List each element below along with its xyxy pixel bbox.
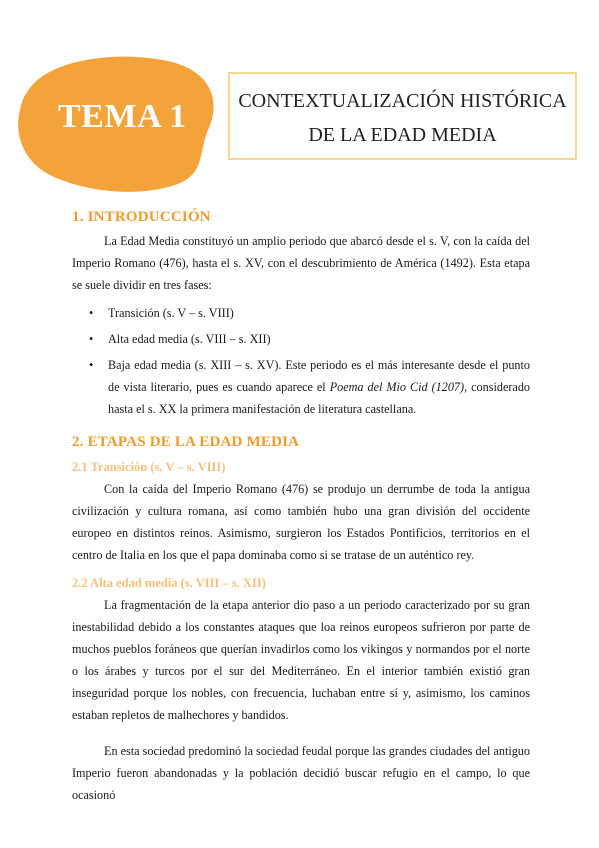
title-line-1: CONTEXTUALIZACIÓN HISTÓRICA xyxy=(238,90,567,112)
transicion-paragraph: Con la caída del Imperio Romano (476) se produjo un derrumbe de toda la antigua civilización y cultura romana, así como también hubo una gran división del occidente europeo en distintos reinos. Asimismo, surgieron los Estados Pontificios, territorios en el centro de Italia en los que el papa dominaba como si se tratase de un auténtico rey. xyxy=(72,482,530,562)
section-heading-introduccion: 1. INTRODUCCIÓN xyxy=(72,209,211,225)
list-item xyxy=(89,328,530,350)
subsection-heading-transicion: 2.1 Transición (s. V – s. VIII) xyxy=(72,460,226,474)
title-line-2: DE LA EDAD MEDIA xyxy=(308,124,497,146)
intro-paragraph: La Edad Media constituyó un amplio periodo que abarcó desde el s. V, con la caída del Imperio Romano (476), hasta el s. XV, con el descubrimiento de América (1492). Esta etapa se suele dividir en tres fases: xyxy=(72,234,530,292)
list-item-text: considerado hasta el s. XX la primera manifestación de literatura castellana. xyxy=(108,380,531,416)
tema-label: TEMA 1 xyxy=(58,98,187,135)
bullet-icon: • xyxy=(89,358,94,372)
subsection-heading-alta-edad-media: 2.2 Alta edad media (s. VIII – s. XII) xyxy=(72,576,266,590)
list-item-text: Alta edad media (s. VIII – s. XII) xyxy=(108,332,271,346)
list-item-text: Baja edad media (s. XIII – s. XV). Este periodo es el más interesante desde el punto de vista literario, pues es cuando aparece el xyxy=(108,358,530,394)
bullet-icon: • xyxy=(89,332,94,346)
section-heading-etapas: 2. ETAPAS DE LA EDAD MEDIA xyxy=(72,434,300,450)
title-box xyxy=(228,72,577,160)
bullet-icon: • xyxy=(89,306,94,320)
list-item-text: Transición (s. V – s. VIII) xyxy=(108,306,234,320)
phases-list xyxy=(72,302,530,420)
list-item xyxy=(89,354,531,420)
alta-edad-paragraph-1: La fragmentación de la etapa anterior dio paso a un periodo caracterizado por su gran inestabilidad debido a los constantes ataques que loa reinos europeos sufrieron por parte de muchos pueblos foráneos que querían invadirlos como los vikingos y normandos por el norte o los árabes y turcos por el sur del Mediterráneo. En el interior también existió gran inseguridad porque los nobles, con frecuencia, luchaban entre sí y, asimismo, los caminos estaban repletos de malhechores y bandidos. xyxy=(72,598,530,722)
poem-title: Poema del Mio Cid (1207), xyxy=(329,380,468,394)
list-item xyxy=(89,302,530,324)
document-body xyxy=(72,204,530,806)
alta-edad-paragraph-2: En esta sociedad predominó la sociedad feudal porque las grandes ciudades del antiguo Imperio fueron abandonadas y la población decidió buscar refugio en el campo, lo que ocasionó xyxy=(72,744,530,802)
